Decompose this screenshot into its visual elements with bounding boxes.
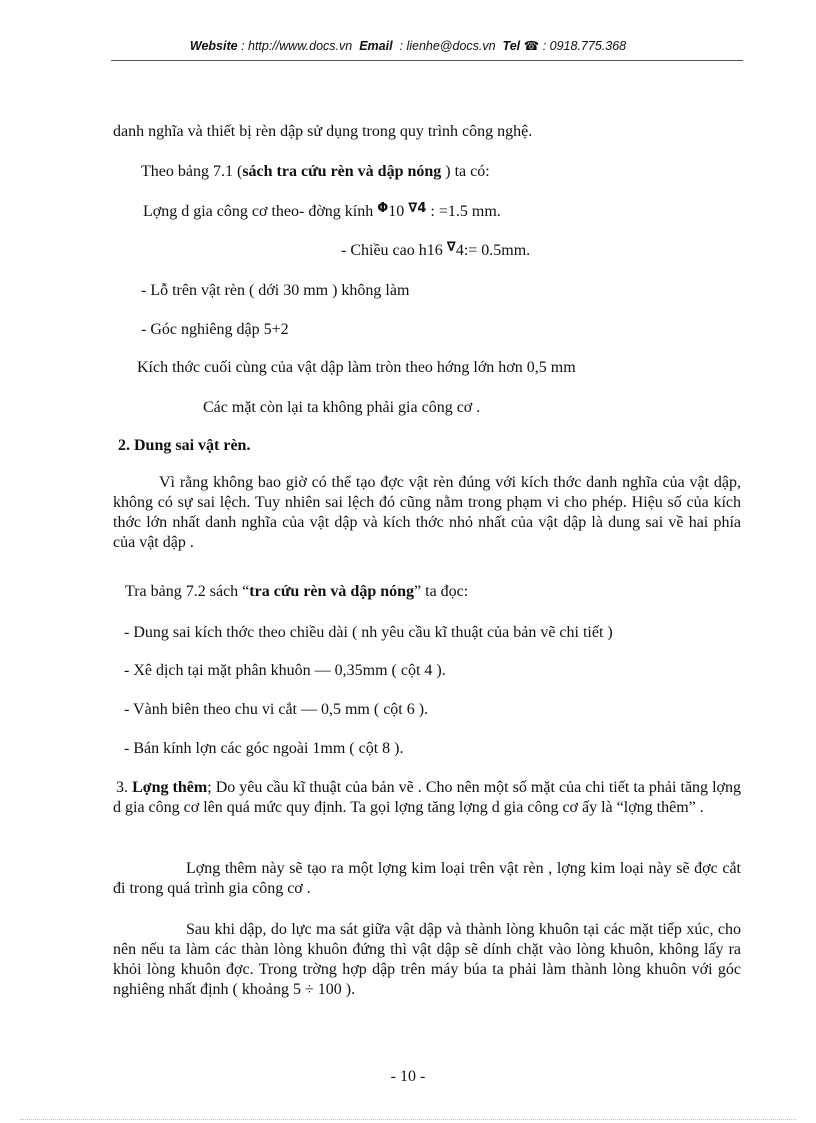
body-line-4	[341, 241, 530, 262]
section-term: Lợng thêm	[132, 779, 208, 796]
text: 10	[388, 203, 409, 220]
body-line-6: - Góc nghiêng dập 5+2	[141, 321, 289, 338]
section-heading-2: 2. Dung sai vật rèn.	[118, 437, 251, 454]
text: Tra bảng 7.2 sách “	[125, 583, 250, 600]
phone-icon: ☎	[523, 39, 540, 53]
text: ) ta có:	[441, 163, 490, 180]
website-value: : http://www.docs.vn	[241, 39, 353, 53]
tel-value: : 0918.775.368	[542, 39, 627, 53]
tel-label: Tel	[502, 39, 521, 53]
body-line-3	[143, 202, 501, 223]
text: ; Do yêu cầu kĩ thuật của bản vẽ . Cho nên một số mặt của chi tiết ta phải tăng lợng d gia công cơ lên quá mức quy định. Ta gọi lợng tăng lợng d gia công cơ ấy là “lợng thêm” .	[113, 779, 742, 816]
text: 4:= 0.5mm.	[455, 242, 531, 259]
text: - Chiều cao h16	[341, 242, 447, 259]
list-item: - Vành biên theo chu vi cắt — 0,5 mm ( cột 6 ).	[124, 701, 429, 718]
body-line-tra	[125, 582, 468, 602]
body-line-8: Các mặt còn lại ta không phải gia công cơ .	[203, 399, 481, 416]
page-number: - 10 -	[390, 1068, 426, 1085]
page-header	[0, 38, 816, 53]
body-line-1: danh nghĩa và thiết bị rèn dập sử dụng trong quy trình công nghệ.	[113, 123, 533, 140]
book-title: tra cứu rèn và dập nóng	[249, 583, 415, 600]
body-line-2	[141, 162, 490, 182]
email-value: : lienhe@docs.vn	[399, 39, 496, 53]
list-item: - Bán kính lợn các góc ngoài 1mm ( cột 8 ).	[124, 740, 404, 757]
body-line-7: Kích thớc cuối cùng của vật dập làm tròn theo hớng lớn hơn 0,5 mm	[137, 359, 576, 376]
text: : =1.5 mm.	[426, 203, 501, 220]
header-rule	[111, 60, 743, 61]
section-number: 3.	[116, 779, 133, 796]
text: Theo bảng 7.1 (	[141, 163, 243, 180]
diameter-symbol: Φ	[377, 201, 389, 216]
email-label: Email	[359, 39, 393, 53]
roughness-symbol: ∇	[446, 240, 456, 255]
paragraph-extra-metal: Lợng thêm này sẽ tạo ra một lợng kim loại trên vật rèn , lợng kim loại này sẽ đợc cắt đi trong quá trình gia công cơ .	[113, 860, 741, 897]
footer-rule	[20, 1119, 796, 1120]
paragraph-tolerance: Vì rằng không bao giờ có thể tạo đợc vật rèn đúng với kích thớc danh nghĩa của vật dập, không có sự sai lệch. Tuy nhiên sai lệch đó cũng nằm trong phạm vi cho phép. Hiệu số của kích thớc lớn nhất danh nghĩa của vật dập và kích thớc nhỏ nhất của vật dập là dung sai về hai phía của vật dập .	[113, 474, 741, 551]
text: ” ta đọc:	[414, 583, 469, 600]
text: Lợng d gia công cơ theo- đờng kính	[143, 203, 378, 220]
book-title: sách tra cứu rèn và dập nóng	[242, 163, 442, 180]
paragraph-allowance	[113, 778, 741, 818]
list-item: - Dung sai kích thớc theo chiều dài ( nh yêu cầu kĩ thuật của bản vẽ chi tiết )	[124, 624, 613, 641]
website-label: Website	[189, 39, 238, 53]
roughness-symbol: ∇4	[408, 201, 427, 216]
list-item: - Xê dịch tại mặt phân khuôn — 0,35mm ( cột 4 ).	[124, 662, 446, 679]
paragraph-draft-angle: Sau khi dập, do lực ma sát giữa vật dập và thành lòng khuôn tại các mặt tiếp xúc, cho nên nếu ta làm các thàn lòng khuôn đứng thì vật dập sẽ dính chặt vào lòng khuôn, không lấy ra khỏi lòng khuôn đợc. Trong trờng hợp dập trên máy búa ta phải làm thành lòng khuôn với góc nghiêng nhất định ( khoảng 5 ÷ 100 ).	[113, 921, 741, 998]
body-line-5: - Lỗ trên vật rèn ( dới 30 mm ) không làm	[141, 282, 410, 299]
